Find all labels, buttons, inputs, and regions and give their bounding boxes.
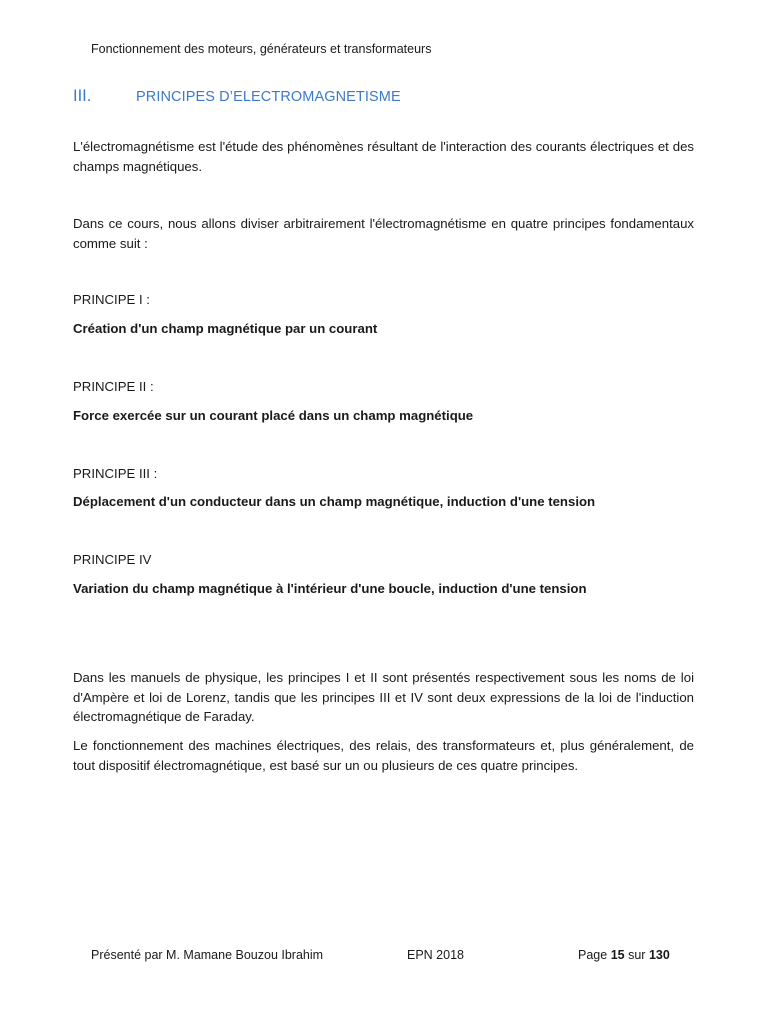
paragraph-machines: Le fonctionnement des machines électriques, des relais, des transformateurs et, plus généralement, de tout dispositif électromagnétique, est basé sur un ou plusieurs de ces quatre principes. xyxy=(73,738,694,773)
principle-1-statement: Création d'un champ magnétique par un courant xyxy=(73,321,378,336)
running-header: Fonctionnement des moteurs, générateurs et transformateurs xyxy=(91,42,432,56)
paragraph-intro: L'électromagnétisme est l'étude des phénomènes résultant de l'interaction des courants électriques et des champs magnétiques. xyxy=(73,139,694,174)
section-title: PRINCIPES D’ELECTROMAGNETISME xyxy=(136,89,401,105)
principle-4-statement: Variation du champ magnétique à l'intérieur d'une boucle, induction d'une tension xyxy=(73,581,587,596)
section-heading xyxy=(73,87,401,106)
principle-2-statement: Force exercée sur un courant placé dans un champ magnétique xyxy=(73,408,474,423)
footer-page-prefix: Page xyxy=(578,948,608,962)
footer-page-number xyxy=(578,948,670,962)
principle-1-label: PRINCIPE I : xyxy=(73,292,150,307)
paragraph-manuals: Dans les manuels de physique, les principes I et II sont présentés respectivement sous les noms de loi d'Ampère et loi de Lorenz, tandis que les principes III et IV sont deux expressions de la loi de l'induction électromagnétique de Faraday. xyxy=(73,670,694,724)
principle-2-label: PRINCIPE II : xyxy=(73,379,154,394)
paragraph-division: Dans ce cours, nous allons diviser arbitrairement l'électromagnétisme en quatre principes fondamentaux comme suit : xyxy=(73,216,694,251)
section-number: III. xyxy=(73,87,92,105)
footer-institution: EPN 2018 xyxy=(407,948,464,962)
footer-page-current: 15 xyxy=(610,948,625,962)
principle-3-statement: Déplacement d'un conducteur dans un champ magnétique, induction d'une tension xyxy=(73,494,596,509)
footer-page-total: 130 xyxy=(648,948,670,962)
principle-4-label: PRINCIPE IV xyxy=(73,552,152,567)
footer-author: Présenté par M. Mamane Bouzou Ibrahim xyxy=(91,948,324,962)
footer-page-sep: sur xyxy=(628,948,646,962)
principle-3-label: PRINCIPE III : xyxy=(73,466,158,481)
